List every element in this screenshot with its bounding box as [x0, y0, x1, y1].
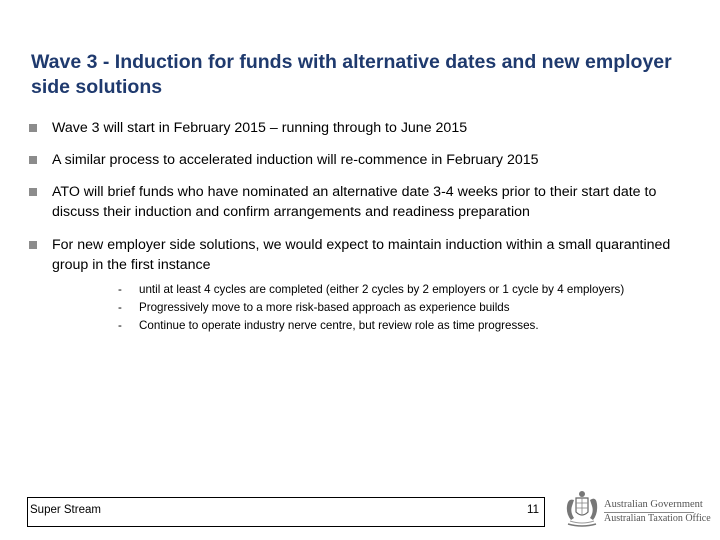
logo-line-government: Australian Government — [604, 499, 703, 510]
dash-marker: - — [118, 283, 122, 296]
dash-marker: - — [118, 301, 122, 314]
sub-bullet-item — [118, 300, 659, 315]
sub-bullet-list — [29, 282, 689, 333]
bullet-item — [29, 118, 689, 138]
bullet-text: A similar process to accelerated induction will re-commence in February 2015 — [52, 152, 539, 168]
square-bullet-icon — [29, 241, 37, 249]
bullet-text: ATO will brief funds who have nominated an alternative date 3-4 weeks prior to their start date to discuss their induction and confirm arrangements and readiness preparation — [52, 184, 657, 220]
logo-line-ato: Australian Taxation Office — [604, 513, 711, 524]
footer-label: Super Stream — [30, 504, 101, 516]
sub-bullet-text: until at least 4 cycles are completed (either 2 cycles by 2 employers or 1 cycle by 4 employers) — [139, 283, 625, 296]
coat-of-arms-icon — [562, 488, 602, 532]
sub-bullet-text: Progressively move to a more risk-based approach as experience builds — [139, 301, 510, 314]
bullet-list — [29, 118, 689, 336]
sub-bullet-item — [118, 282, 659, 297]
bullet-item — [29, 182, 689, 222]
bullet-text: For new employer side solutions, we would expect to maintain induction within a small quarantined group in the first instance — [52, 237, 671, 273]
sub-bullet-item — [118, 318, 659, 333]
page-number: 11 — [527, 504, 539, 516]
dash-marker: - — [118, 319, 122, 332]
square-bullet-icon — [29, 188, 37, 196]
bullet-text: Wave 3 will start in February 2015 – running through to June 2015 — [52, 120, 468, 136]
ato-logo — [562, 488, 711, 532]
square-bullet-icon — [29, 156, 37, 164]
footer-bar — [27, 497, 545, 527]
bullet-item — [29, 150, 689, 170]
slide-title: Wave 3 - Induction for funds with alternative dates and new employer side solutions — [31, 51, 672, 98]
square-bullet-icon — [29, 124, 37, 132]
sub-bullet-text: Continue to operate industry nerve centre, but review role as time progresses. — [139, 319, 539, 332]
bullet-item — [29, 235, 689, 275]
